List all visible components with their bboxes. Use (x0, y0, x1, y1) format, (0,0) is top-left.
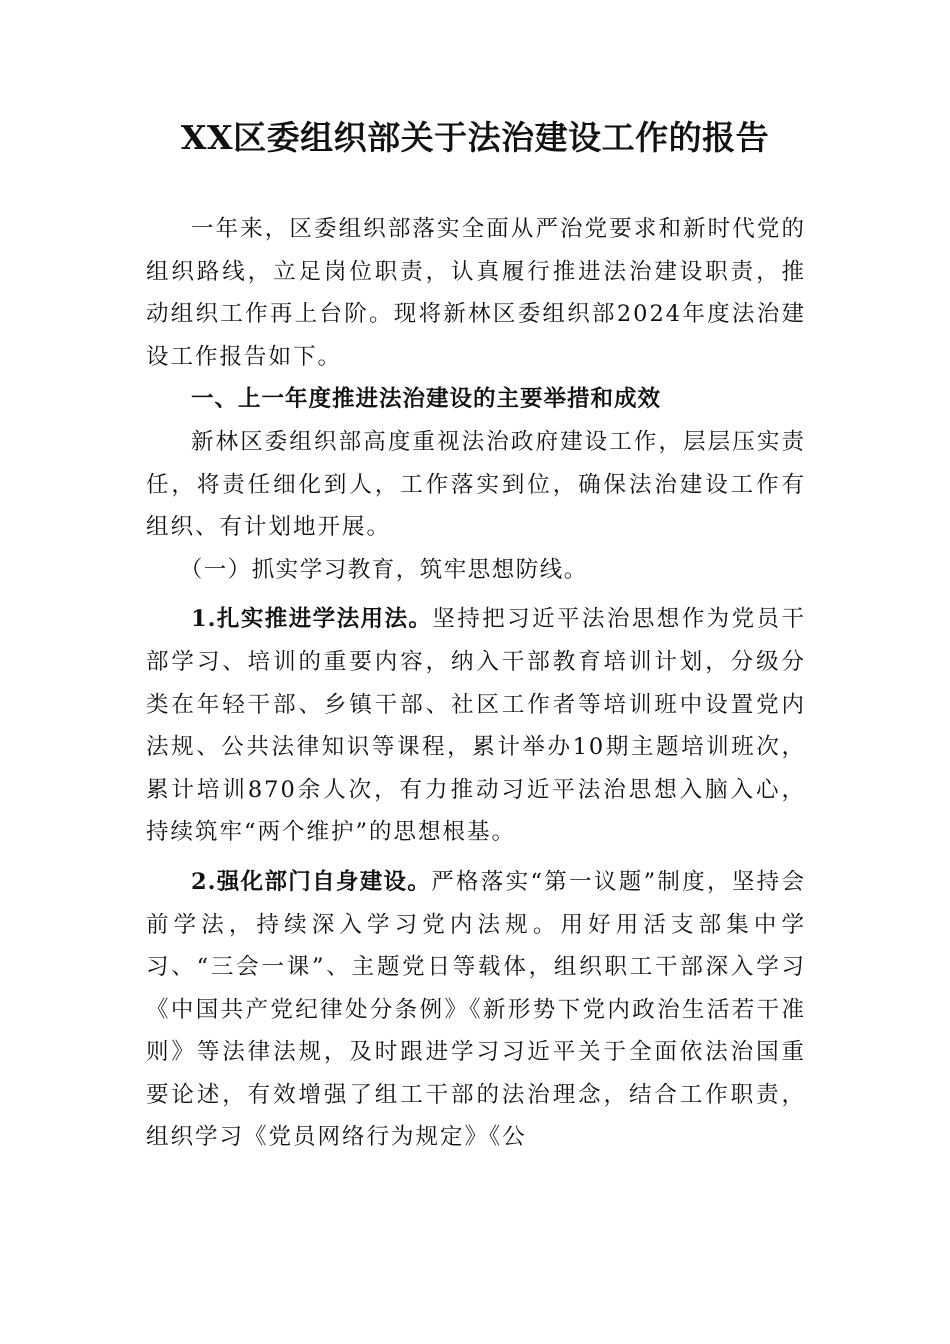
section-paragraph: 新林区委组织部高度重视法治政府建设工作，层层压实责任，将责任细化到人，工作落实到位，确保法治建设工作有组织、有计划地开展。 (146, 428, 806, 541)
item-lead-1: 1.扎实推进学法用法。 (191, 606, 433, 633)
item-text-1: 坚持把习近平法治思想作为党员干部学习、培训的重要内容，纳入干部教育培训计划，分级分类在年轻干部、乡镇干部、社区工作者等培训班中设置党内法规、公共法律知识等课程，累计举办10期主题培训班次，累计培训870余人次，有力推动习近平法治思想入脑入心，持续筑牢“两个维护”的思想根基。 (146, 606, 806, 846)
section-heading: 一、上一年度推进法治建设的主要举措和成效 (191, 386, 662, 413)
item-paragraph-1 (146, 598, 806, 854)
document-body (146, 208, 806, 1159)
item-text-2: 严格落实“第一议题”制度，坚持会前学法，持续深入学习党内法规。用好用活支部集中学习、“三会一课”、主题党日等载体，组织职工干部深入学习《中国共产党纪律处分条例》《新形势下党内政治生活若干准则》等法律法规，及时跟进学习习近平关于全面依法治国重要论述，有效增强了组工干部的法治理念，结合工作职责，组织学习《党员网络行为规定》《公 (146, 868, 806, 1151)
subsection-heading: （一）抓实学习教育，筑牢思想防线。 (179, 556, 588, 583)
document-title: XX区委组织部关于法治建设工作的报告 (180, 118, 770, 157)
item-lead-2: 2.强化部门自身建设。 (191, 868, 432, 895)
intro-paragraph: 一年来，区委组织部落实全面从严治党要求和新时代党的组织路线，立足岗位职责，认真履行推进法治建设职责，推动组织工作再上台阶。现将新林区委组织部2024年度法治建设工作报告如下。 (146, 216, 806, 370)
item-paragraph-2 (146, 861, 806, 1159)
